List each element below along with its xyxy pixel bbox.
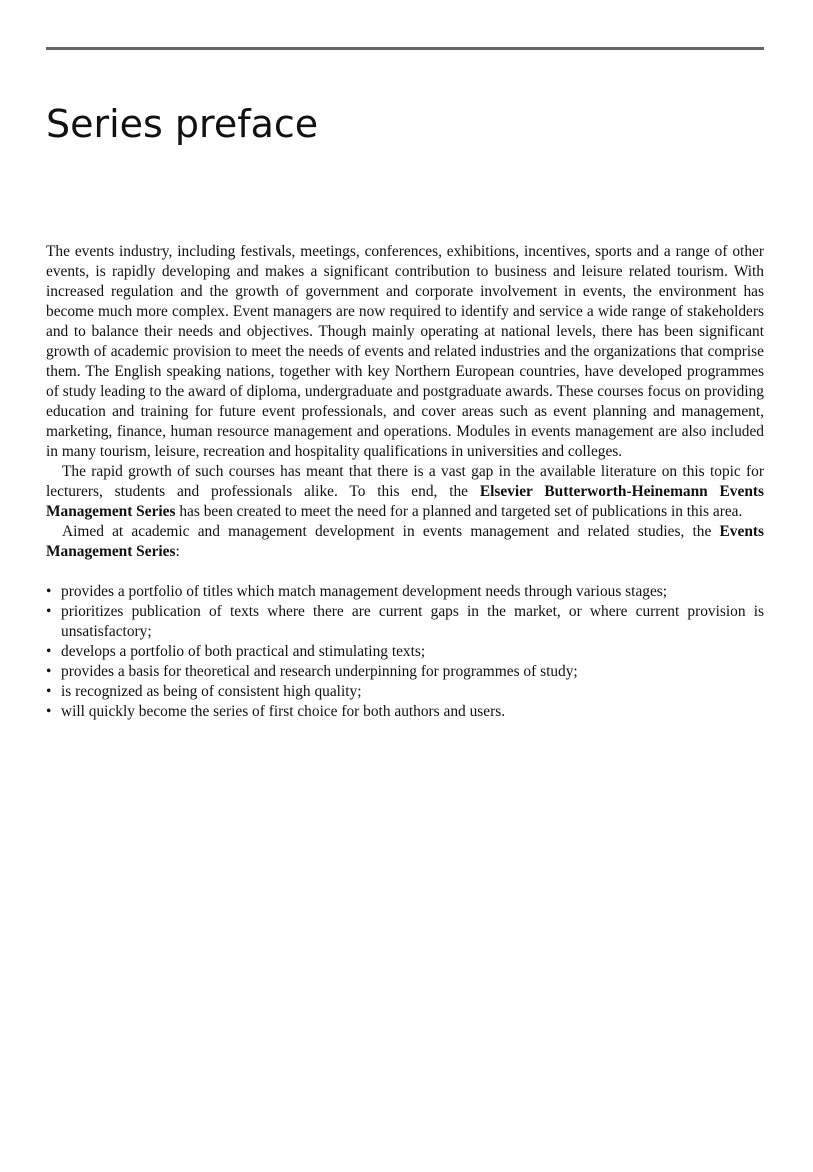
paragraph-3-start: Aimed at academic and management development in events management and related studies, the: [62, 523, 720, 540]
top-rule: [46, 47, 764, 50]
paragraph-1: The events industry, including festivals, meetings, conferences, exhibitions, incentives, sports and a range of other events, is rapidly developing and makes a significant contribution to business and leisure related tourism. With increased regulation and the growth of government and corporate involvement in events, the environment has become much more complex. Event managers are now required to identify and service a wide range of stakeholders and to balance their needs and objectives. Though mainly operating at national levels, there has been significant growth of academic provision to meet the needs of events and related industries and the organizations that comprise them. The English speaking nations, together with key Northern European countries, have developed programmes of study leading to the award of diploma, undergraduate and postgraduate awards. These courses focus on providing education and training for future event professionals, and cover areas such as event planning and management, marketing, finance, human resource management and operations. Modules in events management are also included in many tourism, leisure, recreation and hospitality qualifications in universities and colleges.: [46, 243, 764, 460]
list-item: [46, 642, 764, 662]
list-item-text: will quickly become the series of first choice for both authors and users.: [61, 703, 506, 720]
list-item-text: provides a portfolio of titles which match management development needs through various stages;: [61, 583, 668, 600]
bullet-icon: •: [46, 683, 52, 700]
paragraph-2-end: has been created to meet the need for a planned and targeted set of publications in this area.: [175, 503, 743, 520]
list-item-text: develops a portfolio of both practical and stimulating texts;: [61, 643, 426, 660]
body-text: [46, 242, 764, 722]
series-name: Events Management Series: [46, 523, 764, 560]
series-publisher-name: Elsevier Butterworth-Heinemann Events Management Series: [46, 483, 765, 520]
list-item: [46, 682, 764, 702]
page-title: Series preface: [46, 102, 319, 146]
bullet-icon: •: [46, 603, 52, 620]
list-item: [46, 582, 764, 602]
bullet-icon: •: [46, 643, 52, 660]
paragraph-2: [46, 462, 764, 522]
bullet-icon: •: [46, 583, 52, 600]
bullet-icon: •: [46, 703, 52, 720]
list-item: [46, 602, 764, 642]
list-item-text: is recognized as being of consistent high quality;: [61, 683, 362, 700]
paragraph-2-start: The rapid growth of such courses has meant that there is a vast gap in the available literature on this topic for lecturers, students and professionals alike. To this end, the: [46, 463, 764, 500]
paragraph-3-end: :: [175, 543, 180, 560]
bullet-icon: •: [46, 663, 52, 680]
paragraph-3: [46, 522, 764, 562]
bullet-list: [46, 582, 764, 722]
list-item: [46, 702, 764, 722]
list-item-text: provides a basis for theoretical and research underpinning for programmes of study;: [61, 663, 578, 680]
list-item-text: prioritizes publication of texts where there are current gaps in the market, or where current provision is unsatisfactory;: [61, 603, 764, 640]
list-item: [46, 662, 764, 682]
